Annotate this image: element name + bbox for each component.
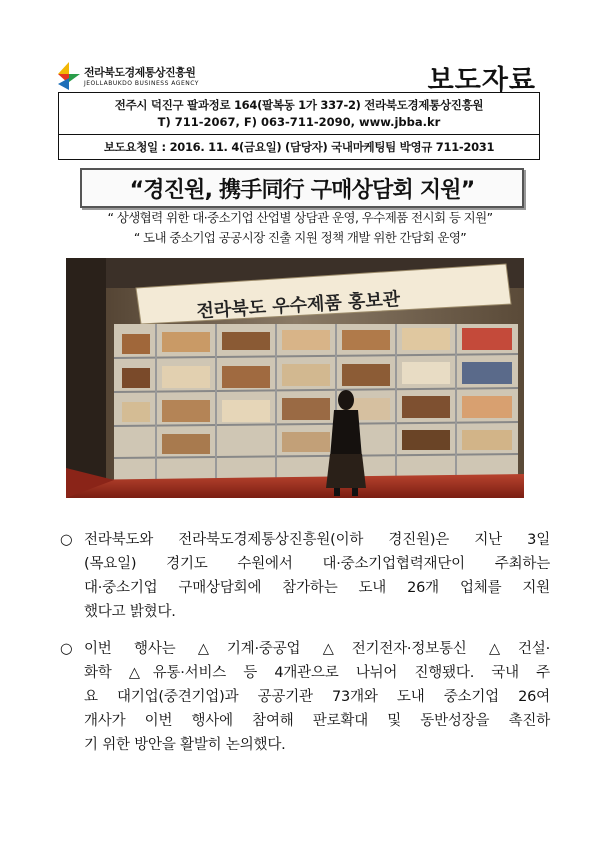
body-paragraph-2 — [60, 637, 550, 757]
body-paragraph-1 — [60, 528, 550, 624]
info-divider — [59, 134, 539, 135]
subtitle-1: “ 상생협력 위한 대·중소기업 산업별 상담관 운영, 우수제품 전시회 등 지원” — [107, 210, 493, 225]
address-line: 전주시 덕진구 팔과정로 164(팔복동 1가 337-2) 전라북도경제통상진흥원 — [114, 98, 484, 112]
paragraph-2-line: 이번 행사는 △기계·중공업 △전기전자·정보통신 △건설· — [84, 641, 550, 657]
agency-logo — [58, 60, 258, 96]
paragraph-2-line: 기 위한 방안을 활발히 논의했다. — [84, 737, 286, 753]
contact-line: T) 711-2067, F) 063-711-2090, www.jbba.kr — [157, 115, 441, 129]
exhibition-photo — [66, 258, 524, 498]
paragraph-2-line: 개사가 이번 행사에 참여해 판로확대 및 동반성장을 촉진하 — [84, 713, 550, 729]
paragraph-1-line: 했다고 밝혔다. — [84, 604, 176, 620]
bullet-marker: ○ — [60, 641, 73, 657]
document-type-title: 보도자료 — [427, 65, 536, 96]
paragraph-1-line: 대·중소기업 구매상담회에 참가하는 도내 26개 업체를 지원 — [84, 580, 550, 596]
bullet-marker: ○ — [60, 532, 73, 548]
agency-name: 전라북도경제통상진흥원 — [84, 66, 196, 79]
headline-box — [80, 168, 524, 208]
agency-logo-icon — [58, 60, 80, 92]
paragraph-2-line: 요 대기업(중견기업)과 공공기관 73개와 도내 중소기업 26여 — [84, 689, 550, 705]
paragraph-1-line: (목요일) 경기도 수원에서 대·중소기업협력재단이 주최하는 — [84, 556, 550, 572]
subtitle-2: “ 도내 중소기업 공공시장 진출 지원 정책 개발 위한 간담회 운영” — [133, 230, 467, 245]
paragraph-2-line: 화학 △유통·서비스 등 4개관으로 나뉘어 진행됐다. 국내 주 — [84, 665, 550, 681]
banner-text: 전라북도 우수제품 홍보관 — [195, 288, 401, 323]
headline: “경진원, 携手同行 구매상담회 지원” — [129, 178, 475, 203]
contact-info-box — [58, 92, 540, 160]
agency-english-name: JEOLLABUKDO BUSINESS AGENCY — [84, 80, 199, 87]
paragraph-1-line: 전라북도와 전라북도경제통상진흥원(이하 경진원)은 지난 3일 — [84, 532, 550, 548]
request-date-line: 보도요청일 : 2016. 11. 4(금요일) (담당자) 국내마케팅팀 박영규 711-2031 — [103, 140, 495, 154]
